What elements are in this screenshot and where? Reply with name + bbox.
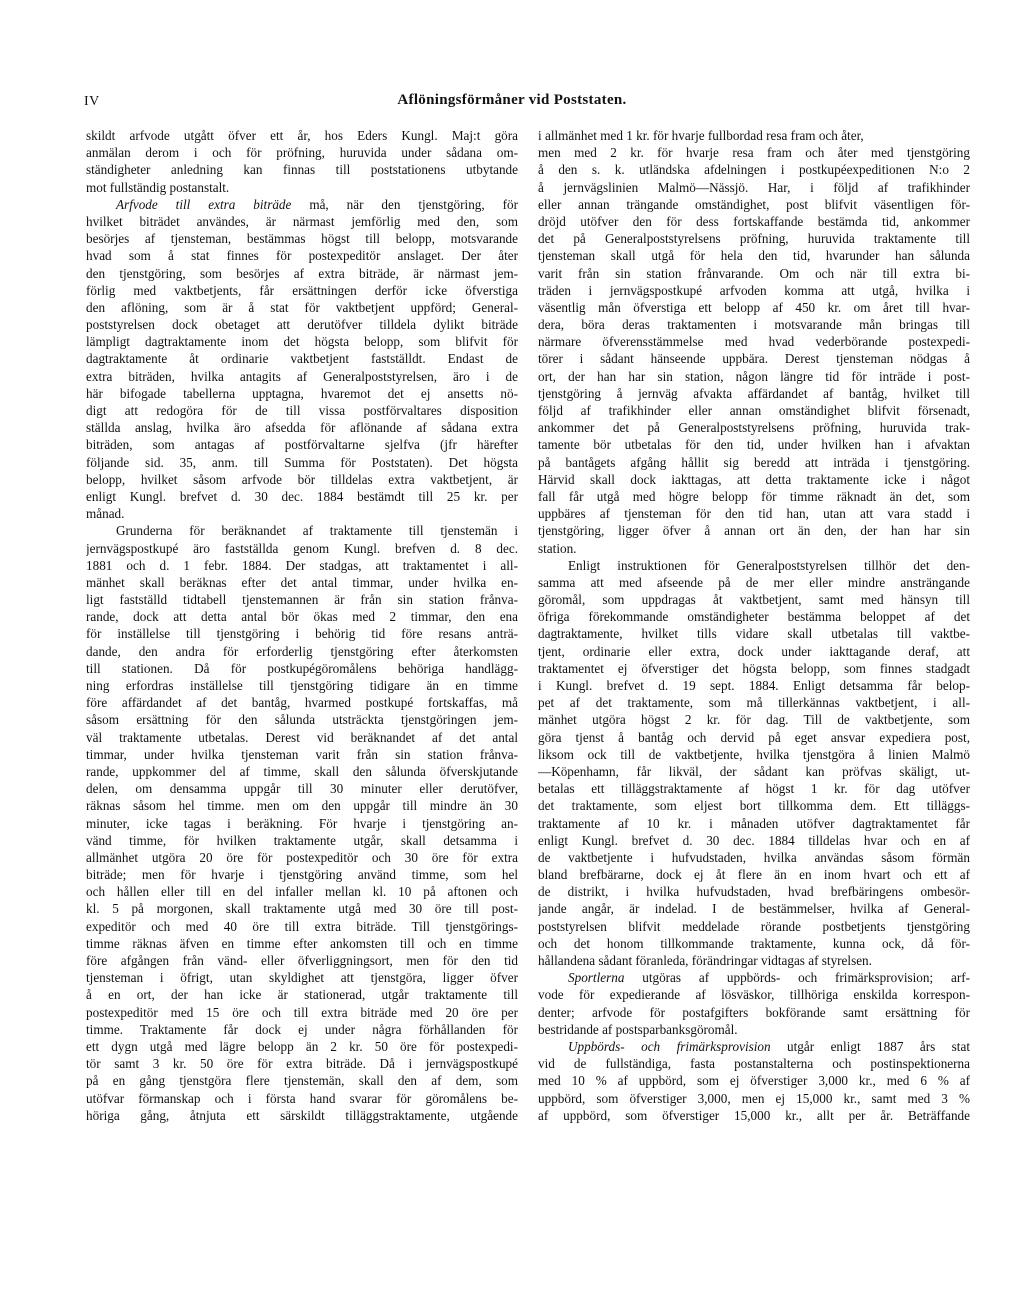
right-column-line: Uppbörds- och frimärksprovision utgår enligt 1887 års stat [568, 1038, 970, 1054]
right-column-line: uppbörd, som öfverstiger 3,000, men ej 15,000 kr., samt med 3 % [538, 1090, 970, 1106]
left-column-line: utöfvar förmanskap och i första hand svarar för göromålens be- [86, 1090, 518, 1106]
right-column-line: göra tjenst å bantåg och dervid på eget ansvar expediera post, [538, 729, 970, 745]
left-column-line: minuter, icke tagas i beräkning. För hvarje i tjenstgöring an- [86, 815, 518, 831]
right-column-line: uppbäres af tjensteman för den tid han, utan att vara stadd i [538, 506, 970, 522]
left-column-line: tjensteman i öfrigt, utan skyldighet att tjenstgöra, ligger öfver [86, 970, 518, 986]
left-column-line: besörjes af tjensteman, bestämmas högst till belopp, motsvarande [86, 231, 518, 247]
right-column-line: vode för expedierande af lösväskor, tillhöriga enskilda korrespon- [538, 987, 970, 1003]
left-column-line: jernvägspostkupé äro fastställda genom Kungl. brefven d. 8 dec. [86, 540, 518, 556]
right-column-line: traktamentet ej öfverstiger det högsta belopp, som finnes stadgadt [538, 660, 970, 676]
right-column-line: och det honom tillkommande traktamente, kunna ock, då för- [538, 935, 970, 951]
right-column-line: bland brefbärarne, dock ej åt flere än en inom hvart och ett af [538, 867, 970, 883]
right-column-line: följd af trafikhinder eller annan omständighet blifvit försenadt, [538, 403, 970, 418]
right-column-line: det på Generalpoststyrelsens pröfning, huruvida traktamente till [538, 231, 970, 247]
left-column-line: räknas såsom hel timme. men om den uppgår till mindre än 30 [86, 798, 518, 814]
left-column-line: allmänhet utgöra 20 öre för postexpeditör och 30 öre för extra [86, 849, 518, 865]
left-column-line: 1881 och d. 1 febr. 1884. Der stadgas, att traktamentet i all- [86, 557, 518, 573]
right-column-line: det traktamente, som eljest bort tillkomma dem. Ett tilläggs- [538, 798, 970, 814]
right-column-line: pet af det traktamente, som må tillerkännas vaktbetjent, i all- [538, 695, 970, 711]
right-column-line: enligt Kungl. brefvet d. 30 dec. 1884 tilldelas hvar och en af [538, 832, 970, 848]
right-column-line: närmare öfverensstämmelse med hvad vederbörande postexpedi- [538, 334, 970, 350]
left-column-line: hvilket biträdet användes, är närmast jemförlig med den, som [86, 213, 518, 229]
left-column-line: följande sid. 35, anm. till Summa för Poststaten). Det högsta [86, 454, 518, 470]
right-column-line: dera, böra deras traktamenten i motsvarande mån bringas till [538, 317, 970, 333]
left-column-line: Grunderna för beräknandet af traktamente till tjenstemän i [116, 523, 518, 539]
right-column-line: i Kungl. brefvet d. 19 sept. 1884. Enligt detsamma får belop- [538, 678, 970, 693]
right-column-line: de distrikt, i hvilka hufvudstaden, hvad brefbäringens ombesör- [538, 884, 970, 900]
left-column-line: anmälan derom i och för pröfning, huruvida under sådana om- [86, 145, 518, 161]
left-column-line: väl traktamente utbetalas. Derest vid beräknandet af det antal [86, 729, 518, 745]
right-column-line: Härvid skall dock iakttagas, att detta traktamente icke i något [538, 471, 970, 487]
right-column-line: på bantågets afgång hållit sig beredd att inträda i tjenstgöring. [538, 454, 970, 470]
right-column-line: station. [538, 540, 577, 556]
left-column-line: ett dygn utgå med lägre belopp än 2 kr. 50 öre för postexpedi- [86, 1038, 518, 1054]
left-column-line: och hållen eller till en del infaller mellan kl. 10 på aftonen och [86, 884, 518, 900]
left-column-line: mänhet skall beräknas efter det antal timmar, under hvilka en- [86, 574, 518, 590]
right-column-line: med 10 % af uppbörd, som ej öfverstiger 3,000 kr., med 6 % af [538, 1073, 970, 1089]
left-column-line: rande, dock att detta antal bör ökas med 2 timmar, den ena [86, 609, 518, 625]
right-column-line: vid de fullständiga, fasta postanstalterna och postinspektionerna [538, 1056, 970, 1072]
left-column-line: ständigheter anledning kan finnas till poststationens utbytande [86, 162, 518, 178]
right-column-line: tjenstgöring, ligger öfver å annan ort än den, der han har sin [538, 523, 970, 539]
left-column-line: lämpligt dagtraktamente inom det högsta belopp, som blifvit för [86, 334, 518, 350]
left-column-line: rande, uppkommer del af timme, skall den sålunda öfverskjutande [86, 763, 518, 779]
right-column-line: å den s. k. utländska afdelningen i postkupéexpeditionen N:o 2 [538, 162, 970, 178]
right-column-line: i allmänhet med 1 kr. för hvarje fullbordad resa fram och åter, [538, 128, 864, 143]
right-column-line: liksom ock till de vaktbetjente, hvilka tjenstgöra å linien Malmö [538, 746, 970, 762]
right-column-line: eller annan trängande omständighet, post blifvit väsentligen för- [538, 196, 970, 212]
left-column-line: ligt fastställd tidtabell tjenstemannen är från sin station frånva- [86, 592, 518, 608]
left-column-line: den tjenstgöring, som besörjes af extra biträde, är närmast jem- [86, 265, 518, 281]
left-column-line: tör samt 3 kr. 50 öre för extra biträde. Då i jernvägspostkupé [86, 1056, 518, 1072]
right-column-line: å jernvägslinien Malmö—Nässjö. Har, i följd af trafikhinder [538, 179, 970, 195]
page-number: IV [84, 94, 100, 109]
left-column-line: månad. [86, 506, 125, 522]
right-column-line: öfriga förekommande omständigheter bestämma beloppet af det [538, 609, 970, 625]
left-column-line: expeditör och med 40 öre till extra biträde. Till tjenstgörings- [86, 918, 518, 934]
left-column-line: å en ort, der han icke är stationerad, utgår traktamente till [86, 987, 518, 1003]
right-column-line: fall får utgå med högre belopp för timme räknadt än det, som [538, 488, 970, 504]
right-column-line: samma att med afseende på de mer eller mindre ansträngande [538, 574, 970, 590]
right-column-line: —Köpenhamn, får likväl, der sådant kan pröfvas skäligt, ut- [538, 763, 970, 779]
left-column-line: till stationen. Då för postkupégöromålens behöriga handlägg- [86, 660, 518, 676]
left-column-line: dagtraktamente åt ordinarie vaktbetjent fastställdt. Endast de [86, 351, 518, 367]
left-column-line: kl. 5 på morgonen, skall traktamente utgå med 30 öre till post- [86, 901, 518, 917]
right-column-line: ort, der han har sin station, någon längre tid för inträde i post- [538, 368, 970, 384]
right-column-line: de vaktbetjente i hufvudstaden, hvilka användas såsom förmän [538, 849, 970, 865]
running-title: Aflöningsförmåner vid Poststaten. [397, 92, 627, 108]
right-column-line: jande angår, är indelad. I de bestämmelser, hvilka af General- [538, 901, 970, 917]
left-column-line: timme. Traktamente får dock ej under några förhållanden för [86, 1021, 518, 1037]
right-column-line: mänhet utgöra högst 2 kr. för dag. Till de vaktbetjente, som [538, 712, 970, 728]
left-column-line: såsom ersättning för den sålunda utsträckta tjenstgöringen jem- [86, 712, 518, 728]
right-column-line: träden i jernvägspostkupé arfvoden komma att utgå, hvilka i [538, 282, 970, 298]
left-column-line: på en gång tjenstgöra flere tjenstemän, skall den af dem, som [86, 1073, 518, 1089]
left-column-line: extra biträden, hvilka antagits af Generalpoststyrelsen, äro i de [86, 368, 518, 384]
right-column-line: Sportlerna utgöras af uppbörds- och frimärksprovision; arf- [568, 970, 970, 986]
left-column-line: biträde; men för hvarje i tjenstgöring använd timme, som hel [86, 867, 518, 883]
right-column-line: men med 2 kr. för hvarje resa fram och åter med tjenstgöring [538, 145, 970, 161]
left-column-line: biträden, som antagas af postförvaltarne sjelfva (jfr härefter [86, 437, 518, 453]
left-column [86, 127, 518, 1124]
left-column-line: belopp, hvilket såsom arfvode bör tilldelas extra vaktbetjent, är [86, 471, 518, 487]
right-column-line: törer i sådant hänseende uppbära. Derest tjensteman nödgas å [538, 351, 970, 367]
left-column-line: ställda anslag, hvilka äro afsedda för aflönande af sådana extra [86, 420, 518, 436]
left-column-line: mot fullständig postanstalt. [86, 179, 230, 195]
right-column-line: varit från sin station frånvarande. Om och när till extra bi- [538, 265, 970, 281]
right-column-line: dagtraktamente, hvilket tills vidare skall utbetalas till vaktbe- [538, 626, 970, 642]
left-column-line: enligt Kungl. brefvet d. 30 dec. 1884 bestämdt till 25 kr. per [86, 488, 518, 504]
left-column-line: poststyrelsen dock obetaget att derutöfver tilldela dylikt biträde [86, 317, 518, 333]
right-column-line: af uppbörd, som öfverstiger 15,000 kr., allt per år. Beträffande [538, 1107, 970, 1123]
right-column-line: poststyrelsen blifvit meddelade rörande postbetjents tjenstgöring [538, 918, 970, 934]
right-column-line: ankommer det på Generalpoststyrelsens pröfning, huruvida trak- [538, 420, 970, 436]
left-column-line: dande, den andra för erforderlig tjenstgöring efter återkomsten [86, 643, 518, 659]
left-column-line: höriga gång, åtnjuta ett särskildt tilläggstraktamente, utgående [86, 1107, 518, 1123]
right-column-line: Enligt instruktionen för Generalpoststyrelsen tillhör det den- [568, 557, 970, 573]
right-column-line: bestridande af postsparbanksgöromål. [538, 1021, 738, 1037]
right-column-line: tjent, ordinarie eller extra, dock under iakttagande deraf, att [538, 643, 970, 659]
left-column-line: vänd timme, för hvilken traktamente utgår, skall detsamma i [86, 832, 518, 848]
left-column-line: den aflöning, som är å stat för vaktbetjent uppförd; General- [86, 299, 518, 315]
right-column-line: betalas ett tilläggstraktamente af högst 1 kr. för dag utöfver [538, 781, 970, 797]
left-column-line: postexpeditör med 15 öre och till extra biträde med 20 öre per [86, 1004, 518, 1020]
left-column-line: hvad som å stat finnes för postexpeditör anslaget. Der åter [86, 248, 518, 264]
left-column-line: före afgången från vänd- eller öfverliggningsort, men för den tid [86, 953, 518, 968]
right-column-line: hållandena sådant föranleda, förändringar vidtagas af styrelsen. [538, 953, 872, 968]
left-column-line: timme räknas äfven en timme efter ankomsten till och en timme [86, 935, 518, 951]
left-column-line: ning erfordras inställelse till tjenstgöring tidigare än en timme [86, 678, 518, 693]
left-column-line: före affärdandet af det bantåg, hvarmed postkupé fortskaffas, må [86, 695, 518, 711]
left-column-line: förlig med vaktbetjents, får ersättningen derför icke öfverstiga [86, 282, 518, 298]
right-column-line: tjenstgöring å jernväg afvakta affärdandet af bantåg, hvilket till [538, 385, 970, 401]
right-column-line: tamente bör utbetalas för den tid, under hvilken han i afvaktan [538, 437, 970, 453]
right-column [538, 127, 970, 1124]
right-column-line: denter; arfvode för postafgifters bokförande samt ersättning för [538, 1004, 970, 1020]
left-column-line: för inställelse till tjenstgöring i behörig tid före resans anträ- [86, 626, 518, 642]
right-column-line: göromål, som uppdragas åt vaktbetjent, samt med hänsyn till [538, 592, 970, 608]
left-column-line: Arfvode till extra biträde må, när den tjenstgöring, för [116, 196, 518, 212]
left-column-line: här bifogade tabellerna upptagna, hvaremot det ej ansetts nö- [86, 385, 518, 401]
left-column-line: timmar, under hvilka tjensteman varit från sin station frånva- [86, 746, 518, 762]
right-column-line: traktamente af 10 kr. i månaden utöfver dagtraktamentet får [538, 815, 970, 831]
right-column-line: väsentlig mån öfverstiga ett belopp af 450 kr. om året till hvar- [538, 299, 970, 315]
left-column-line: skildt arfvode utgått öfver ett år, hos Eders Kungl. Maj:t göra [86, 128, 518, 143]
right-column-line: tjensteman skall utgå för hela den tid, hvarunder han sålunda [538, 248, 970, 264]
right-column-line: dröjd utöfver den för dess fortskaffande bestämda tid, ankommer [538, 213, 970, 229]
left-column-line: digt att redogöra för de till vissa postförvaltares disposition [86, 403, 518, 418]
left-column-line: delen, om densamma uppgår till 30 minuter eller derutöfver, [86, 781, 518, 797]
